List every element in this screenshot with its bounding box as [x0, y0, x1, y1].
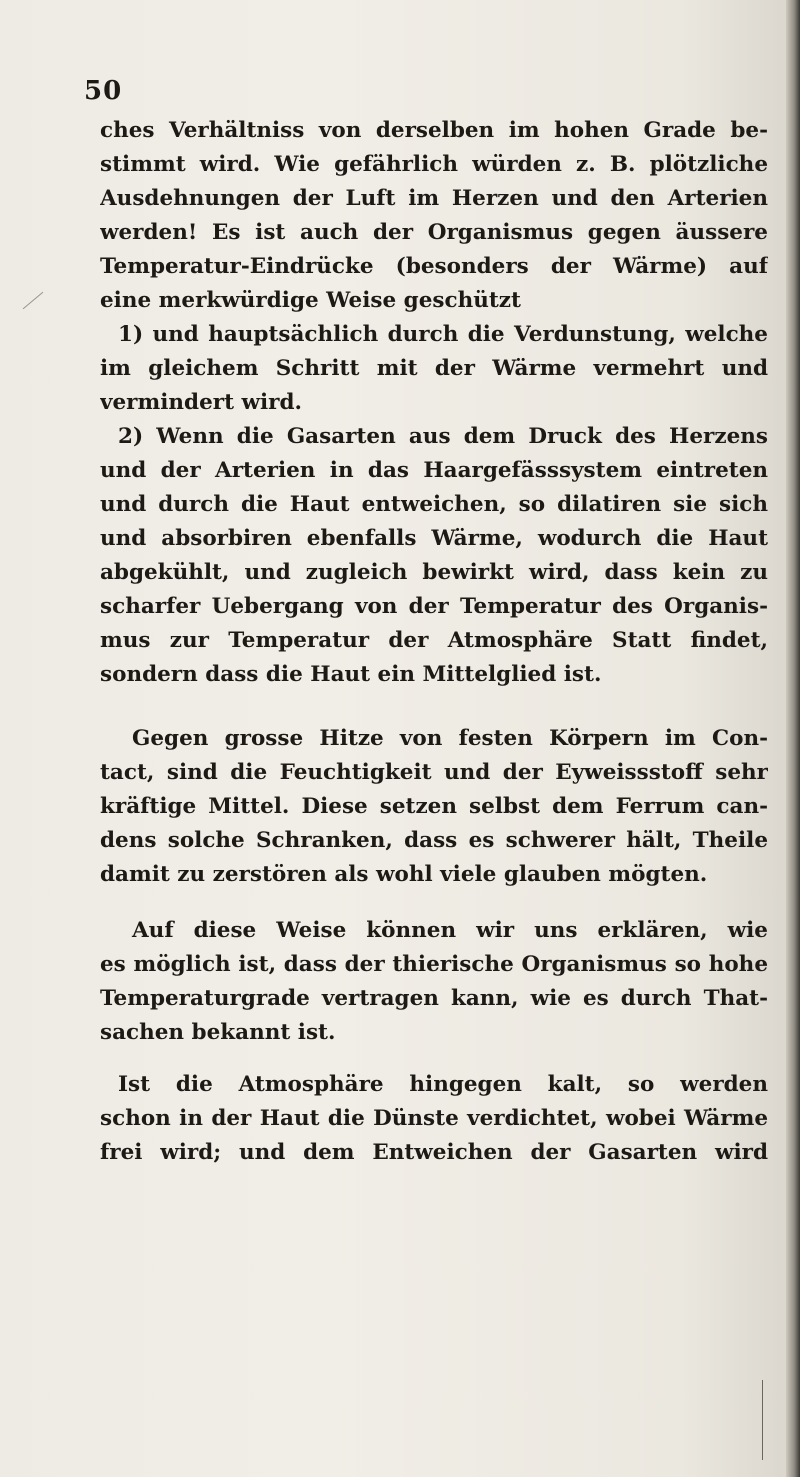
text-line: scharfer Uebergang von der Temperatur des Organis-	[100, 594, 768, 619]
text-line: Ist die Atmosphäre hingegen kalt, so werden	[118, 1072, 768, 1097]
paragraph-6	[100, 1068, 768, 1170]
margin-mark	[23, 292, 44, 309]
text-line: Temperatur-Eindrücke (besonders der Wärme) auf	[100, 254, 768, 279]
text-line: abgekühlt, und zugleich bewirkt wird, dass kein zu	[100, 560, 768, 585]
margin-stroke	[762, 1380, 763, 1460]
text-line: und absorbiren ebenfalls Wärme, wodurch die Haut	[100, 526, 768, 551]
text-line: Ausdehnungen der Luft im Herzen und den Arterien	[100, 186, 768, 211]
page-number: 50	[84, 76, 123, 106]
text-line: es möglich ist, dass der thierische Organismus so hohe	[100, 952, 768, 977]
text-line: Auf diese Weise können wir uns erklären, wie	[132, 918, 768, 943]
text-line: im gleichem Schritt mit der Wärme vermehrt und	[100, 356, 768, 381]
text-line: werden! Es ist auch der Organismus gegen äussere	[100, 220, 768, 245]
paragraph-2	[100, 318, 768, 420]
paragraph-4	[100, 722, 768, 892]
paragraph-3	[100, 420, 768, 692]
text-line: kräftige Mittel. Diese setzen selbst dem Ferrum can-	[100, 794, 768, 819]
text-line: frei wird; und dem Entweichen der Gasarten wird	[100, 1140, 768, 1165]
text-line: schon in der Haut die Dünste verdichtet, wobei Wärme	[100, 1106, 768, 1131]
paragraph-5	[100, 914, 768, 1050]
text-line: Gegen grosse Hitze von festen Körpern im Con-	[132, 726, 768, 751]
page-edge-shadow	[786, 0, 800, 1477]
text-line: tact, sind die Feuchtigkeit und der Eyweissstoff sehr	[100, 760, 768, 785]
text-line: sachen bekannt ist.	[100, 1020, 336, 1045]
text-line: vermindert wird.	[100, 390, 303, 415]
text-line: eine merkwürdige Weise geschützt	[100, 288, 521, 313]
text-line: ches Verhältniss von derselben im hohen Grade be-	[100, 118, 768, 143]
text-line: dens solche Schranken, dass es schwerer hält, Theile	[100, 828, 768, 853]
text-line: sondern dass die Haut ein Mittelglied ist.	[100, 662, 602, 687]
text-line: mus zur Temperatur der Atmosphäre Statt findet,	[100, 628, 768, 653]
text-line: 1) und hauptsächlich durch die Verdunstung, welche	[118, 322, 768, 347]
paragraph-1	[100, 114, 768, 318]
text-line: und durch die Haut entweichen, so dilatiren sie sich	[100, 492, 768, 517]
text-line: stimmt wird. Wie gefährlich würden z. B. plötzliche	[100, 152, 768, 177]
text-line: und der Arterien in das Haargefässsystem eintreten	[100, 458, 768, 483]
text-line: 2) Wenn die Gasarten aus dem Druck des Herzens	[118, 424, 768, 449]
text-line: damit zu zerstören als wohl viele glauben mögten.	[100, 862, 708, 887]
text-line: Temperaturgrade vertragen kann, wie es durch That-	[100, 986, 768, 1011]
